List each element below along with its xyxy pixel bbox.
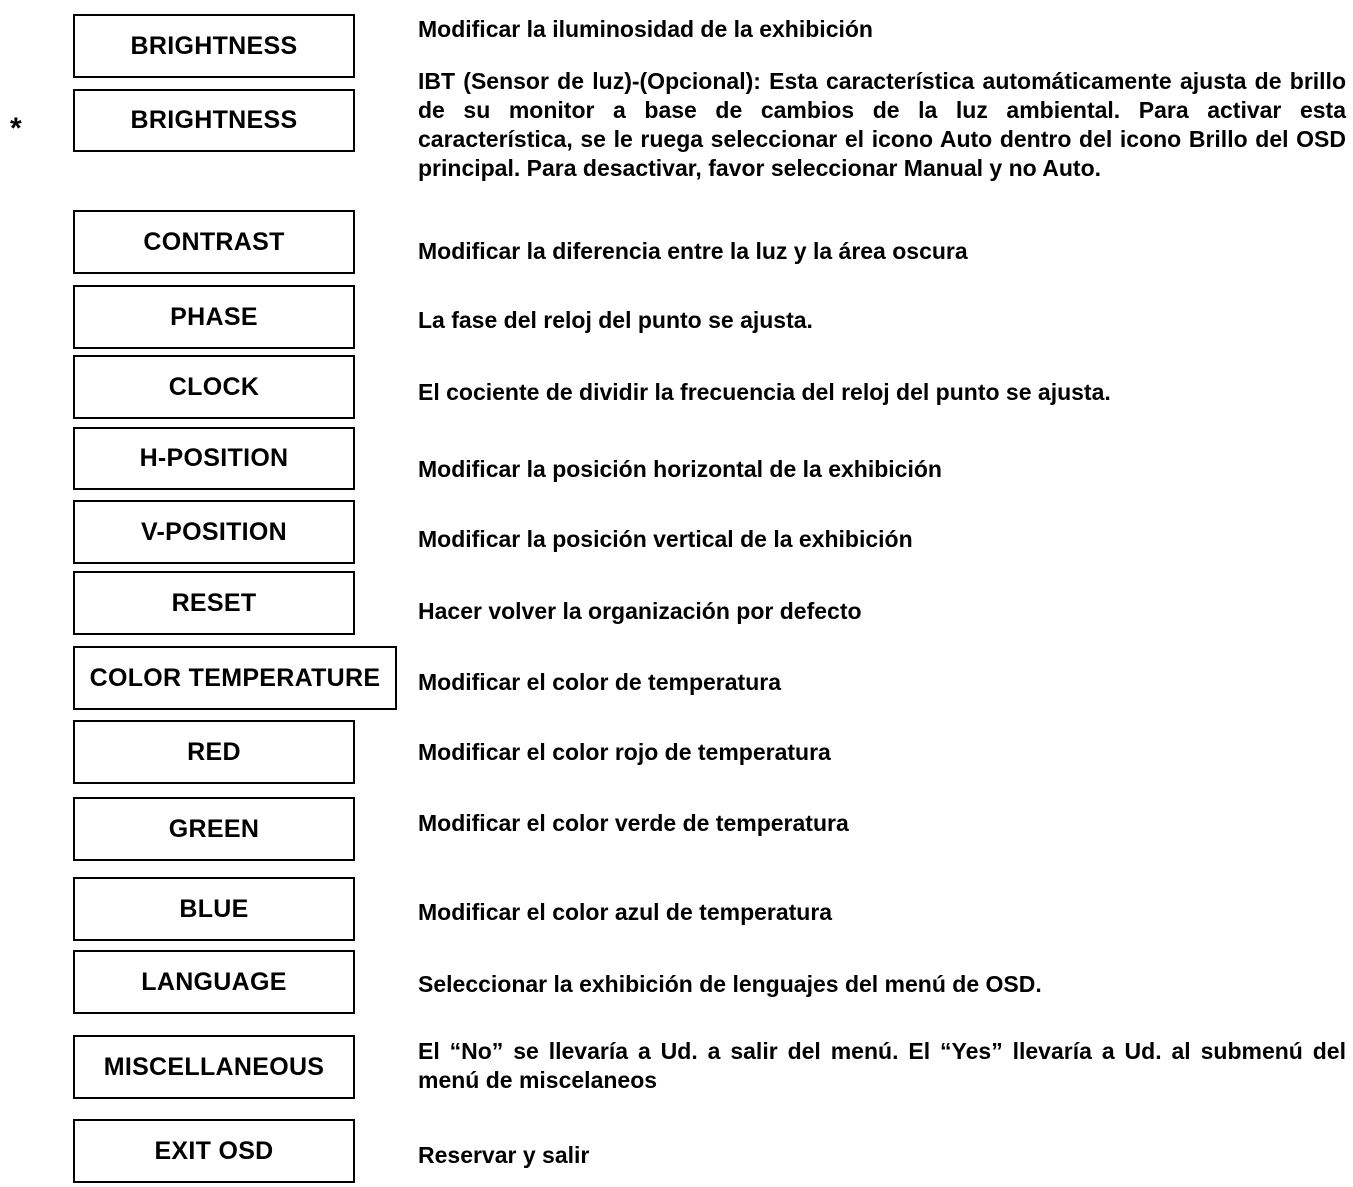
v-position-button[interactable]: V-POSITION <box>73 500 355 564</box>
language-button[interactable]: LANGUAGE <box>73 950 355 1014</box>
h-position-button[interactable]: H-POSITION <box>73 427 355 490</box>
phase-description: La fase del reloj del punto se ajusta. <box>418 307 813 333</box>
miscellaneous-description: El “No” se llevaría a Ud. a salir del menú. El “Yes” llevaría a Ud. al submenú del menú de miscelaneos <box>418 1038 1346 1093</box>
v-position-description: Modificar la posición vertical de la exhibición <box>418 526 913 552</box>
brightness-description: Modificar la iluminosidad de la exhibición <box>418 16 873 42</box>
brightness-ibt-description: IBT (Sensor de luz)-(Opcional): Esta característica automáticamente ajusta de brillo de su monitor a base de cambios de la luz ambiental. Para activar esta característica, se le ruega seleccionar el icono Auto dentro del icono Brillo del OSD principal. Para desactivar, favor seleccionar Manual y no Auto. <box>418 68 1346 181</box>
reset-description: Hacer volver la organización por defecto <box>418 598 862 624</box>
color-temperature-button[interactable]: COLOR TEMPERATURE <box>73 646 397 710</box>
language-description: Seleccionar la exhibición de lenguajes del menú de OSD. <box>418 971 1042 997</box>
phase-button[interactable]: PHASE <box>73 285 355 349</box>
green-button[interactable]: GREEN <box>73 797 355 861</box>
h-position-description: Modificar la posición horizontal de la exhibición <box>418 456 942 482</box>
brightness-button[interactable]: BRIGHTNESS <box>73 14 355 78</box>
color-temperature-description: Modificar el color de temperatura <box>418 669 781 695</box>
red-description: Modificar el color rojo de temperatura <box>418 739 831 765</box>
miscellaneous-button[interactable]: MISCELLANEOUS <box>73 1035 355 1099</box>
exit-osd-button[interactable]: EXIT OSD <box>73 1119 355 1183</box>
green-description: Modificar el color verde de temperatura <box>418 810 849 836</box>
clock-description: El cociente de dividir la frecuencia del reloj del punto se ajusta. <box>418 379 1111 405</box>
brightness-ibt-button[interactable]: BRIGHTNESS <box>73 89 355 152</box>
clock-button[interactable]: CLOCK <box>73 355 355 419</box>
blue-button[interactable]: BLUE <box>73 877 355 941</box>
contrast-button[interactable]: CONTRAST <box>73 210 355 274</box>
red-button[interactable]: RED <box>73 720 355 784</box>
blue-description: Modificar el color azul de temperatura <box>418 899 833 925</box>
contrast-description: Modificar la diferencia entre la luz y la área oscura <box>418 238 968 264</box>
exit-osd-description: Reservar y salir <box>418 1142 590 1168</box>
asterisk-marker: * <box>10 112 22 145</box>
reset-button[interactable]: RESET <box>73 571 355 635</box>
